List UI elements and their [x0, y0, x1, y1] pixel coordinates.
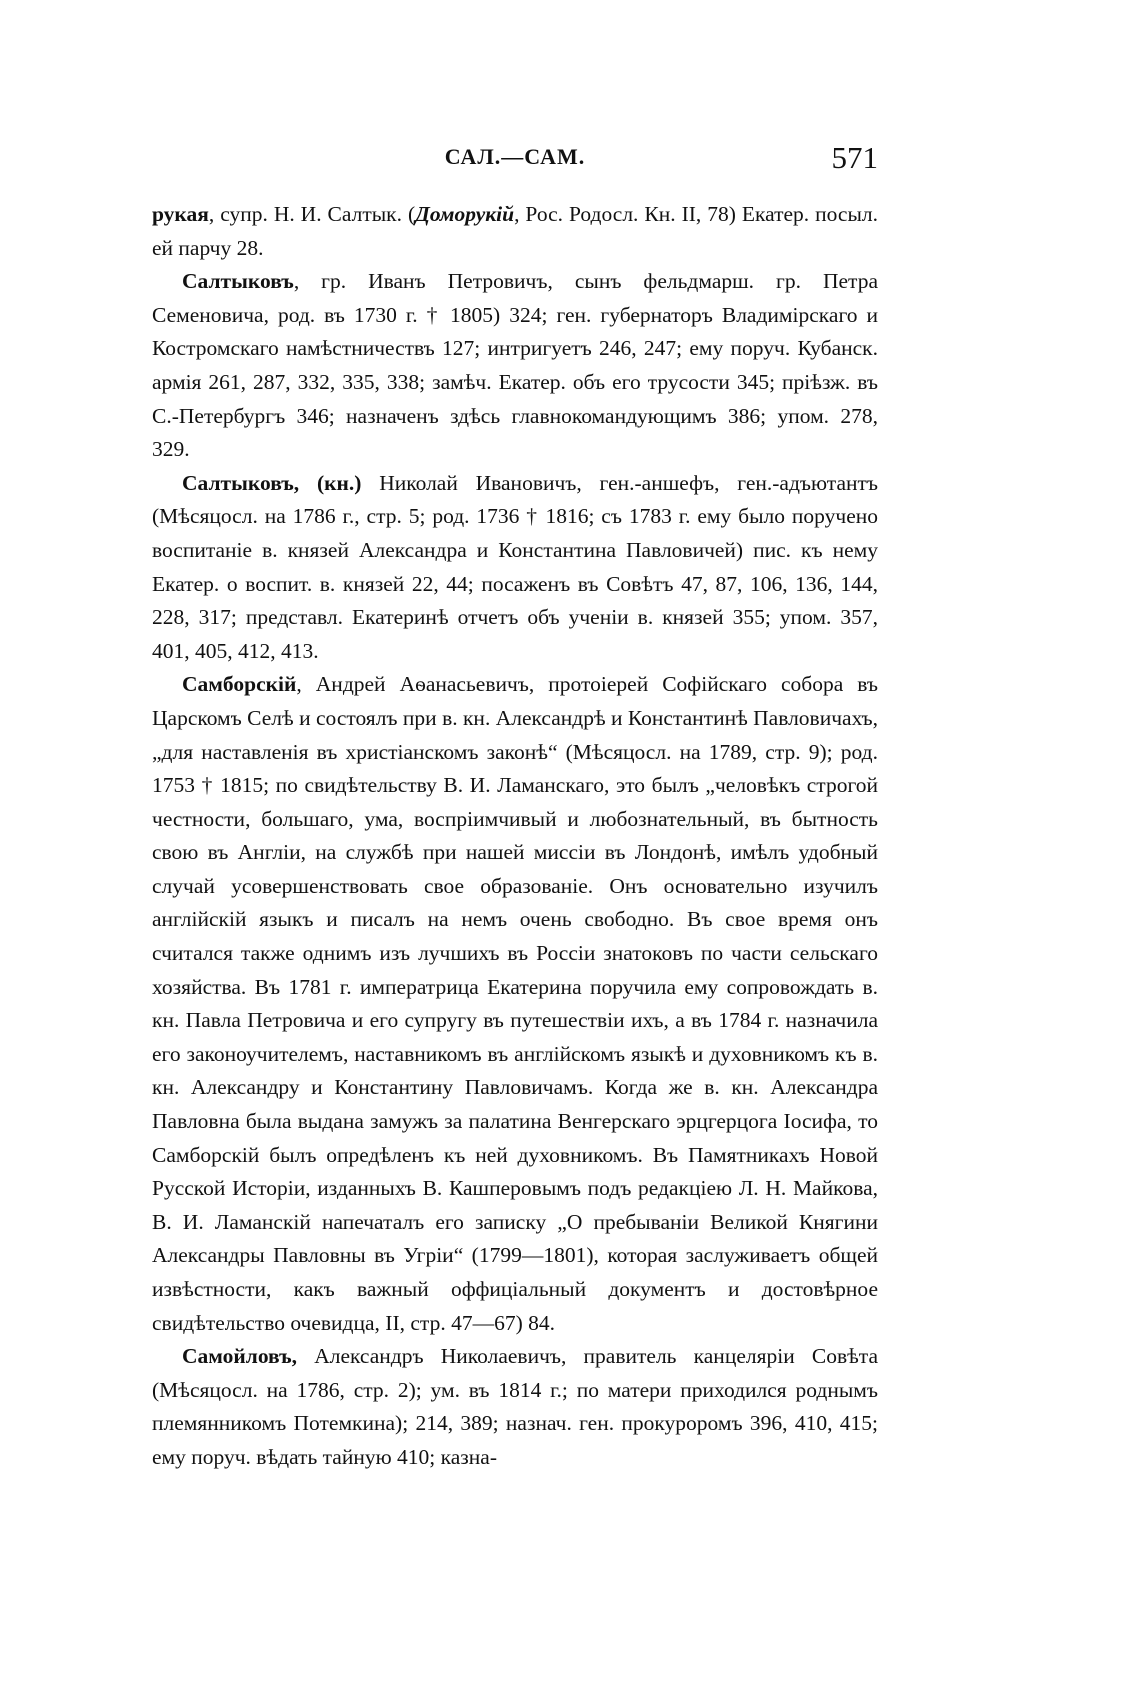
entry-text: , Рос. Родосл. Кн. II, 78) Екатер. посыл. ей парчу 28. [152, 202, 878, 260]
entry-continuation [152, 198, 878, 265]
entry-heading: Самойловъ, [182, 1344, 298, 1369]
entry-heading: рукая [152, 202, 209, 226]
entry-heading: Самборскій [182, 672, 297, 697]
italic-term: Доморукій [415, 202, 515, 226]
entry-samborsky [152, 668, 878, 1340]
entry-text: , гр. Иванъ Петровичъ, сынъ фельдмарш. гр. Петра Семеновича, род. въ 1730 г. † 1805) 324; ген. губернаторъ Владимірскаго и Костромскаго намѣстничествъ 127; интригуетъ 246, 247; ему поруч. Кубанск. армія 261, 287, 332, 335, 338; замѣч. Екатер. объ его трусости 345; пріѣзж. въ С.-Петербургъ 346; назначенъ здѣсь главнокомандующимъ 386; упом. 278, 329. [152, 269, 878, 462]
page-number: 571 [831, 140, 878, 175]
body-text [152, 198, 878, 1475]
entry-text: Николай Ивановичъ, ген.-аншефъ, ген.-адъютантъ (Мѣсяцосл. на 1786 г., стр. 5; род. 1736 † 1816; съ 1783 г. ему было поручено воспитаніе в. князей Александра и Константина Павловичей) пис. къ нему Екатер. о воспит. в. князей 22, 44; посаженъ въ Совѣтъ 47, 87, 106, 136, 144, 228, 317; представл. Екатеринѣ отчетъ объ ученіи в. князей 355; упом. 357, 401, 405, 412, 413. [152, 470, 879, 663]
entry-text: , Андрей Аѳанасьевичъ, протоіерей Софійскаго собора въ Царскомъ Селѣ и состоялъ при в. кн. Александрѣ и Константинѣ Павловичахъ, „для наставленія въ христіанскомъ законѣ“ (Мѣсяцосл. на 1789, стр. 9); род. 1753 † 1815; по свидѣтельству В. И. Ламанскаго, это былъ „человѣкъ строгой честности, большаго, ума, воспріимчивый и любознательный, въ бытность свою въ Англіи, на службѣ при нашей миссіи въ Лондонѣ, имѣлъ удобный случай усовершенствовать свое образованіе. Онъ основательно изучилъ англійскій языкъ и писалъ на немъ очень свободно. Въ свое время онъ считался также однимъ изъ лучшихъ въ Россіи знатоковъ по части сельскаго хозяйства. Въ 1781 г. императрица Екатерина поручила ему сопровождать в. кн. Павла Петровича и его супругу въ путешествіи ихъ, а въ 1784 г. назначила его законоучителемъ, наставникомъ въ англійскомъ языкѣ и духовникомъ къ в. кн. Александру и Константину Павловичамъ. Когда же в. кн. Александра Павловна была выдана замужъ за палатина Венгерскаго эрцгерцога Іосифа, то Самборскій былъ опредѣленъ къ ней духовникомъ. Въ Памятникахъ Новой Русской Исторіи, изданныхъ В. Кашперовымъ подъ редакціею Л. Н. Майкова, В. И. Ламанскій напечаталъ его записку „О пребываніи Великой Княгини Александры Павловны въ Угріи“ (1799—1801), которая заслуживаетъ общей извѣстности, какъ важный оффиціальный документъ и достовѣрное свидѣтельство очевидца, II, стр. 47—67) 84. [152, 672, 878, 1335]
running-head [152, 140, 878, 180]
entry-text: Александръ Николаевичъ, правитель канцеляріи Совѣта (Мѣсяцосл. на 1786, стр. 2); ум. въ 1814 г.; по матери приходился роднымъ племянникомъ Потемкина); 214, 389; назнач. ген. прокуроромъ 396, 410, 415; ему поруч. вѣдать тайную 410; казна- [152, 1344, 878, 1469]
running-title: САЛ.—САМ. [444, 144, 586, 169]
entry-heading: Салтыковъ, (кн.) [182, 470, 362, 495]
entry-saltykov-ivan [152, 265, 878, 467]
entry-heading: Салтыковъ [182, 269, 294, 294]
entry-saltykov-nikolai [152, 467, 878, 669]
entry-text: , супр. Н. И. Салтык. ( [208, 202, 416, 226]
entry-samoilov [152, 1340, 878, 1474]
